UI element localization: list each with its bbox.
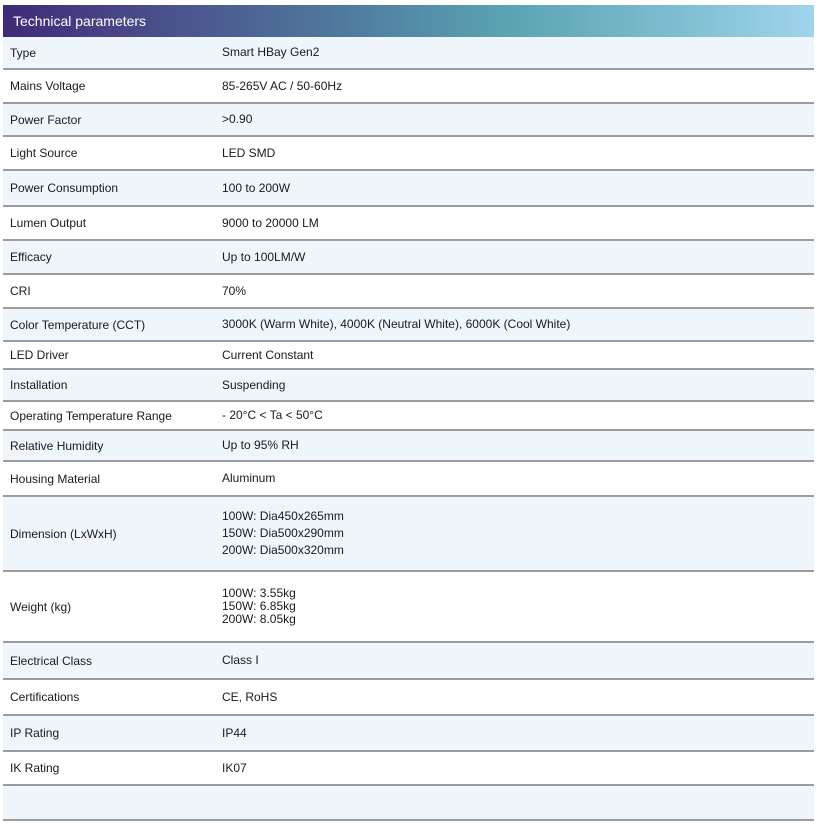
row-value: Current Constant	[222, 347, 314, 362]
row-value: 3000K (Warm White), 4000K (Neutral White), 6000K (Cool White)	[222, 317, 571, 331]
row-value: LED SMD	[222, 145, 276, 160]
dimension-line: 150W: Dia500x290mm	[222, 526, 344, 540]
row-label: Color Temperature (CCT)	[10, 317, 146, 332]
table-row-empty	[3, 786, 814, 821]
table-row-certifications	[3, 680, 814, 716]
row-label: Weight (kg)	[10, 599, 72, 614]
table-row-color-temperature	[3, 309, 814, 342]
dimension-line: 200W: Dia500x320mm	[222, 543, 344, 557]
row-label: Light Source	[10, 146, 78, 160]
row-value: Class I	[222, 653, 259, 667]
table-title: Technical parameters	[13, 13, 147, 29]
table-header	[3, 5, 814, 37]
row-label: Housing Material	[10, 471, 101, 486]
row-label: Certifications	[10, 690, 80, 704]
table-row-lumen-output	[3, 207, 814, 241]
row-value: Up to 95% RH	[222, 438, 299, 452]
table-row-electrical-class	[3, 643, 814, 680]
row-label: Efficacy	[10, 250, 52, 264]
row-label: Installation	[10, 378, 68, 392]
row-label: IP Rating	[10, 726, 60, 740]
table-row-cri	[3, 275, 814, 309]
table-row-efficacy	[3, 241, 814, 275]
dimension-line: 100W: Dia450x265mm	[222, 509, 344, 523]
weight-line: 200W: 8.05kg	[222, 612, 296, 626]
table-row-installation	[3, 370, 814, 402]
row-label: Electrical Class	[10, 653, 93, 668]
table-row-ik-rating	[3, 752, 814, 786]
table-row-light-source	[3, 137, 814, 171]
row-value: Up to 100LM/W	[222, 249, 306, 264]
technical-parameters-table	[3, 5, 814, 821]
table-row-relative-humidity	[3, 431, 814, 462]
row-value: Suspending	[222, 377, 286, 392]
row-value: - 20°C < Ta < 50°C	[222, 408, 323, 422]
row-value: IK07	[222, 760, 247, 775]
table-row-mains-voltage	[3, 70, 814, 104]
row-value: Smart HBay Gen2	[222, 45, 320, 59]
row-label: Power Consumption	[10, 181, 119, 195]
row-label: Power Factor	[10, 112, 82, 127]
row-value: Aluminum	[222, 471, 276, 485]
row-label: IK Rating	[10, 761, 60, 775]
row-value	[222, 508, 814, 559]
weight-line: 150W: 6.85kg	[222, 599, 296, 613]
row-value: >0.90	[222, 112, 253, 126]
table-row-type	[3, 37, 814, 70]
row-value: IP44	[222, 725, 247, 740]
row-label: Type	[10, 45, 37, 60]
table-row-power-consumption	[3, 171, 814, 207]
weight-line: 100W: 3.55kg	[222, 586, 296, 600]
row-label: Dimension (LxWxH)	[10, 526, 117, 541]
row-value: CE, RoHS	[222, 689, 278, 704]
table-row-led-driver	[3, 342, 814, 370]
row-value: 9000 to 20000 LM	[222, 215, 319, 230]
table-row-weight	[3, 572, 814, 643]
row-label: Mains Voltage	[10, 79, 86, 93]
table-row-power-factor	[3, 104, 814, 137]
row-label: LED Driver	[10, 348, 69, 362]
row-value	[222, 587, 814, 626]
table-row-ip-rating	[3, 716, 814, 752]
row-label: CRI	[10, 284, 31, 298]
row-label: Operating Temperature Range	[10, 408, 172, 423]
row-label: Relative Humidity	[10, 438, 104, 453]
row-value: 70%	[222, 283, 247, 298]
table-row-operating-temperature	[3, 402, 814, 431]
table-row-dimension	[3, 497, 814, 572]
table-row-housing-material	[3, 462, 814, 497]
row-value: 100 to 200W	[222, 180, 291, 195]
row-value: 85-265V AC / 50-60Hz	[222, 78, 343, 93]
row-label: Lumen Output	[10, 216, 87, 230]
